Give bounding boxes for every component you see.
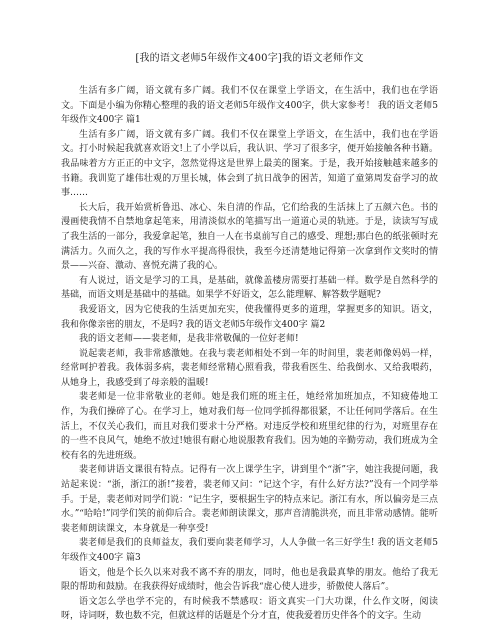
page-title: [我的语文老师5年级作文400字]我的语文老师作文 bbox=[135, 53, 364, 64]
paragraph: 我爱语文，因为它使我的生活更加充实，使我懂得更多的道理，掌握更多的知识。语文，我和你像亲密的朋友，不是吗? 我的语文老师5年级作文400字 篇2 bbox=[61, 304, 438, 330]
paragraph: 说起裴老师，我非常感激她。在我与裴老师相处不到一年的时间里，裴老师像妈妈一样，经常呵护着我。我体弱多病，裴老师经常精心照看我，带我看医生、给我倒水、又给我喂药，从她身上，我感受到了母亲般的温暖! bbox=[61, 348, 438, 388]
paragraph: 语文怎么学也学不完的，有时候我不禁感叹：语文真实一门大功课，什么作文呀，阅读呀，诗词呀，数也数不完，但就这样的话题是个分才直，使我爱着历史伴各个的文字。生动 bbox=[61, 596, 438, 622]
paragraph: 有人说过，语文是学习的工具，是基础，就像盖楼房需要打基础一样。数学是自然科学的基础，而语文则是基础中的基础。如果学不好语文，怎么能理解、解答数学题呢? bbox=[61, 275, 438, 301]
paragraph: 长大后，我开始赏析鲁迅、冰心、朱自清的作品，它们给我的生活抹上了五颜六色。书的漫画使我情不自禁地拿起笔来，用清淡似水的笔描写出一道道心灵的轨迹。于是，读读写写成了我生活的一部分，我爱拿起笔，独自一人在书桌前写自己的感受、理想;那白色的纸张顿时充满活力。久而久之，我的写作水平提高得很快，我至今还清楚地记得第一次拿到作文奖时的情景——兴奋、激动、喜悦充满了我的心。 bbox=[61, 202, 438, 272]
paragraph: 裴老师是一位非常敬业的老师。她是我们班的班主任，她经常加班加点，不知疲倦地工作，为我们操碎了心。在学习上，她对我们每一位同学抓得都很紧，不让任何同学落后。在生活上，不仅关心我们，而且对我们要求十分严格。对违反学校和班里纪律的行为，对班里存在的一些不良风气，她绝不放过!她很有耐心地说服教育我们。因为她的辛勤劳动，我们班成为全校有名的先进班级。 bbox=[61, 392, 438, 461]
paragraph: 我的语文老师——裴老师，是我非常敬佩的一位好老师! bbox=[79, 334, 299, 345]
paragraph: 语文，他是个长久以来对我不离不弃的朋友，同时，他也是我最真挚的朋友。他给了我无限的帮助和鼓励。在我获得好成绩时，他会告诉我“虚心使人进步，骄傲使人落后”。 bbox=[61, 567, 438, 593]
paragraph: 裴老师是我们的良师益友，我们要向裴老师学习，人人争做一名三好学生! 我的语文老师5年级作文400字 篇3 bbox=[61, 538, 438, 563]
paragraph: 生活有多广阔，语文就有多广阔。我们不仅在课堂上学语文，在生活中，我们也在学语文。打小时候起我就喜欢语文!上了小学以后，我认识、学习了很多字，便开始接触各种书籍。我品味着方方正正的中文字，忽然觉得这是世界上最美的图案。于是，我开始接触越来越多的书籍。我训览了雄伟壮观的万里长城，体会到了抗日战争的困苦，知道了童第周发奋学习的故事…… bbox=[61, 129, 438, 199]
paragraph: 裴老师讲语文课很有特点。记得有一次上课学生字，讲到里个“浙”字，她注我提问题，我站起来说：“浙，浙江的浙!”接着，裴老师又问：“记这个字，有什么好方法?”没有一个同学举手。于是，裴老师对同学们说：“记生字，要根据生字的特点来记。浙江有水，所以偏旁是三点水。”“哈哈!”同学们笑的前仰后合。裴老师朗读课文，那声音清脆洪亮，而且非常动感情。能听裴老师朗读课文，本身就是一种享受! bbox=[61, 465, 438, 534]
article-body bbox=[61, 84, 438, 624]
paragraph: 生活有多广阔，语文就有多广阔。我们不仅在课堂上学语文，在生活中，我们也在学语文。下面是小编为你精心整理的我的语文老师5年级作文400字，供大家参考！ 我的语文老师5年级作文400字 篇1 bbox=[61, 86, 438, 126]
